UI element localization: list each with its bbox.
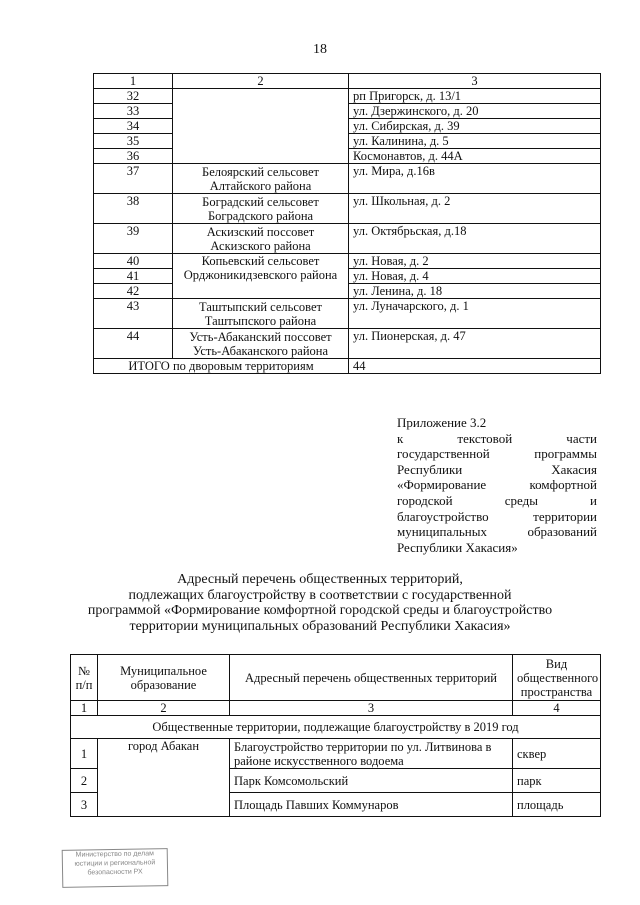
address-cell: ул. Пионерская, д. 47 xyxy=(349,329,601,359)
col-header-municipality xyxy=(98,655,230,701)
district-line: Усть-Абаканский поссовет xyxy=(189,329,332,344)
appendix-line: Приложение 3.2 xyxy=(397,415,487,430)
district-cell xyxy=(173,254,349,299)
row-number: 35 xyxy=(94,134,173,149)
total-label: ИТОГО по дворовым территориям xyxy=(94,359,349,374)
district-line: Орджоникидзевского района xyxy=(183,268,338,282)
address-cell: Площадь Павших Коммунаров xyxy=(230,793,513,817)
yard-territories-table xyxy=(93,73,601,374)
district-line: Аскизский поссовет xyxy=(206,224,315,239)
table-row xyxy=(94,89,601,104)
address-cell: ул. Калинина, д. 5 xyxy=(349,134,601,149)
col-header-type xyxy=(513,655,601,701)
row-number: 38 xyxy=(94,194,173,224)
address-cell: ул. Дзержинского, д. 20 xyxy=(349,104,601,119)
address-cell xyxy=(230,739,513,769)
header-line: пространства xyxy=(520,684,593,699)
table-row xyxy=(94,164,601,194)
row-number: 44 xyxy=(94,329,173,359)
table-row xyxy=(94,329,601,359)
title-line: территории муниципальных образований Республики Хакасия» xyxy=(129,618,511,634)
address-cell: ул. Новая, д. 4 xyxy=(349,269,601,284)
stamp-line: Министерство по делам xyxy=(75,850,154,859)
address-cell: Космонавтов, д. 44А xyxy=(349,149,601,164)
header-line: Муниципальное xyxy=(120,663,207,678)
address-cell: ул. Октябрьская, д.18 xyxy=(349,224,601,254)
col-header-addresses: Адресный перечень общественных территорий xyxy=(230,655,513,701)
stamp-line: безопасности РХ xyxy=(87,868,143,877)
registration-stamp xyxy=(62,848,169,888)
row-number: 33 xyxy=(94,104,173,119)
district-cell xyxy=(173,299,349,329)
district-cell xyxy=(173,194,349,224)
table-row xyxy=(94,224,601,254)
address-cell: рп Пригорск, д. 13/1 xyxy=(349,89,601,104)
district-cell xyxy=(173,329,349,359)
col-header-number xyxy=(71,655,98,701)
row-number: 34 xyxy=(94,119,173,134)
table-row xyxy=(94,194,601,224)
address-cell: Парк Комсомольский xyxy=(230,769,513,793)
col-header: 2 xyxy=(173,74,349,89)
type-cell: сквер xyxy=(513,739,601,769)
row-number: 3 xyxy=(71,793,98,817)
appendix-line: «Формирование комфортной xyxy=(397,477,597,493)
district-line: Таштыпский сельсовет xyxy=(199,299,322,314)
total-value: 44 xyxy=(349,359,601,374)
appendix-note xyxy=(397,415,597,555)
appendix-line: государственной программы xyxy=(397,446,597,462)
col-number: 4 xyxy=(513,701,601,716)
table-row xyxy=(71,739,601,769)
district-line: Боградский сельсовет xyxy=(202,194,319,209)
district-cell xyxy=(173,164,349,194)
district-line: Белоярский сельсовет xyxy=(202,164,319,179)
row-number: 39 xyxy=(94,224,173,254)
row-number: 32 xyxy=(94,89,173,104)
title-line: программой «Формирование комфортной городской среды и благоустройство xyxy=(87,603,553,618)
row-number: 2 xyxy=(71,769,98,793)
municipality-cell: город Абакан xyxy=(98,739,230,817)
address-cell: ул. Новая, д. 2 xyxy=(349,254,601,269)
total-row xyxy=(94,359,601,374)
col-header: 1 xyxy=(94,74,173,89)
type-cell: парк xyxy=(513,769,601,793)
public-territories-table xyxy=(70,654,601,817)
section-heading: Общественные территории, подлежащие благоустройству в 2019 год xyxy=(71,716,601,739)
appendix-line: благоустройство территории xyxy=(397,508,597,524)
header-line: образование xyxy=(130,677,197,692)
appendix-line: муниципальных образований xyxy=(397,524,597,540)
row-number: 36 xyxy=(94,149,173,164)
title-line: Адресный перечень общественных территорий, xyxy=(177,572,463,587)
table-header-row xyxy=(71,655,601,701)
address-cell: ул. Луначарского, д. 1 xyxy=(349,299,601,329)
table-row xyxy=(94,254,601,269)
district-line: Аскизского района xyxy=(210,238,311,253)
header-line: № xyxy=(78,663,90,678)
table-header-row xyxy=(94,74,601,89)
appendix-line: Республики Хакасия xyxy=(397,461,597,477)
district-line: Боградского района xyxy=(207,208,314,223)
district-line: Таштыпского района xyxy=(204,313,317,328)
address-cell: ул. Ленина, д. 18 xyxy=(349,284,601,299)
col-number: 3 xyxy=(230,701,513,716)
appendix-line: Республики Хакасия» xyxy=(397,539,518,555)
col-number-row xyxy=(71,701,601,716)
row-number: 40 xyxy=(94,254,173,269)
row-number: 1 xyxy=(71,739,98,769)
row-number: 42 xyxy=(94,284,173,299)
district-line: Копьевский сельсовет xyxy=(201,254,320,268)
appendix-line: к текстовой части xyxy=(397,430,597,446)
stamp-line: юстиции и региональной xyxy=(74,859,156,868)
row-number: 41 xyxy=(94,269,173,284)
type-cell: площадь xyxy=(513,793,601,817)
col-header: 3 xyxy=(349,74,601,89)
address-cell: ул. Сибирская, д. 39 xyxy=(349,119,601,134)
document-title xyxy=(80,572,560,634)
district-line: Алтайского района xyxy=(209,178,312,193)
header-line: общественного xyxy=(517,670,599,685)
header-line: п/п xyxy=(75,677,93,692)
address-cell: ул. Мира, д.16в xyxy=(349,164,601,194)
header-line: Вид xyxy=(545,656,568,671)
title-line: подлежащих благоустройству в соответствии с государственной xyxy=(128,587,512,603)
row-number: 43 xyxy=(94,299,173,329)
address-cell: ул. Школьная, д. 2 xyxy=(349,194,601,224)
address-line: районе искусственного водоема xyxy=(234,753,404,768)
district-cell-empty xyxy=(173,89,349,164)
district-line: Усть-Абаканского района xyxy=(192,343,329,358)
table-row xyxy=(94,299,601,329)
page-number: 18 xyxy=(313,42,327,57)
col-number: 2 xyxy=(98,701,230,716)
appendix-line: городской среды и xyxy=(397,492,597,508)
district-cell xyxy=(173,224,349,254)
row-number: 37 xyxy=(94,164,173,194)
address-line: Благоустройство территории по ул. Литвинова в xyxy=(234,739,492,754)
section-row xyxy=(71,716,601,739)
col-number: 1 xyxy=(71,701,98,716)
